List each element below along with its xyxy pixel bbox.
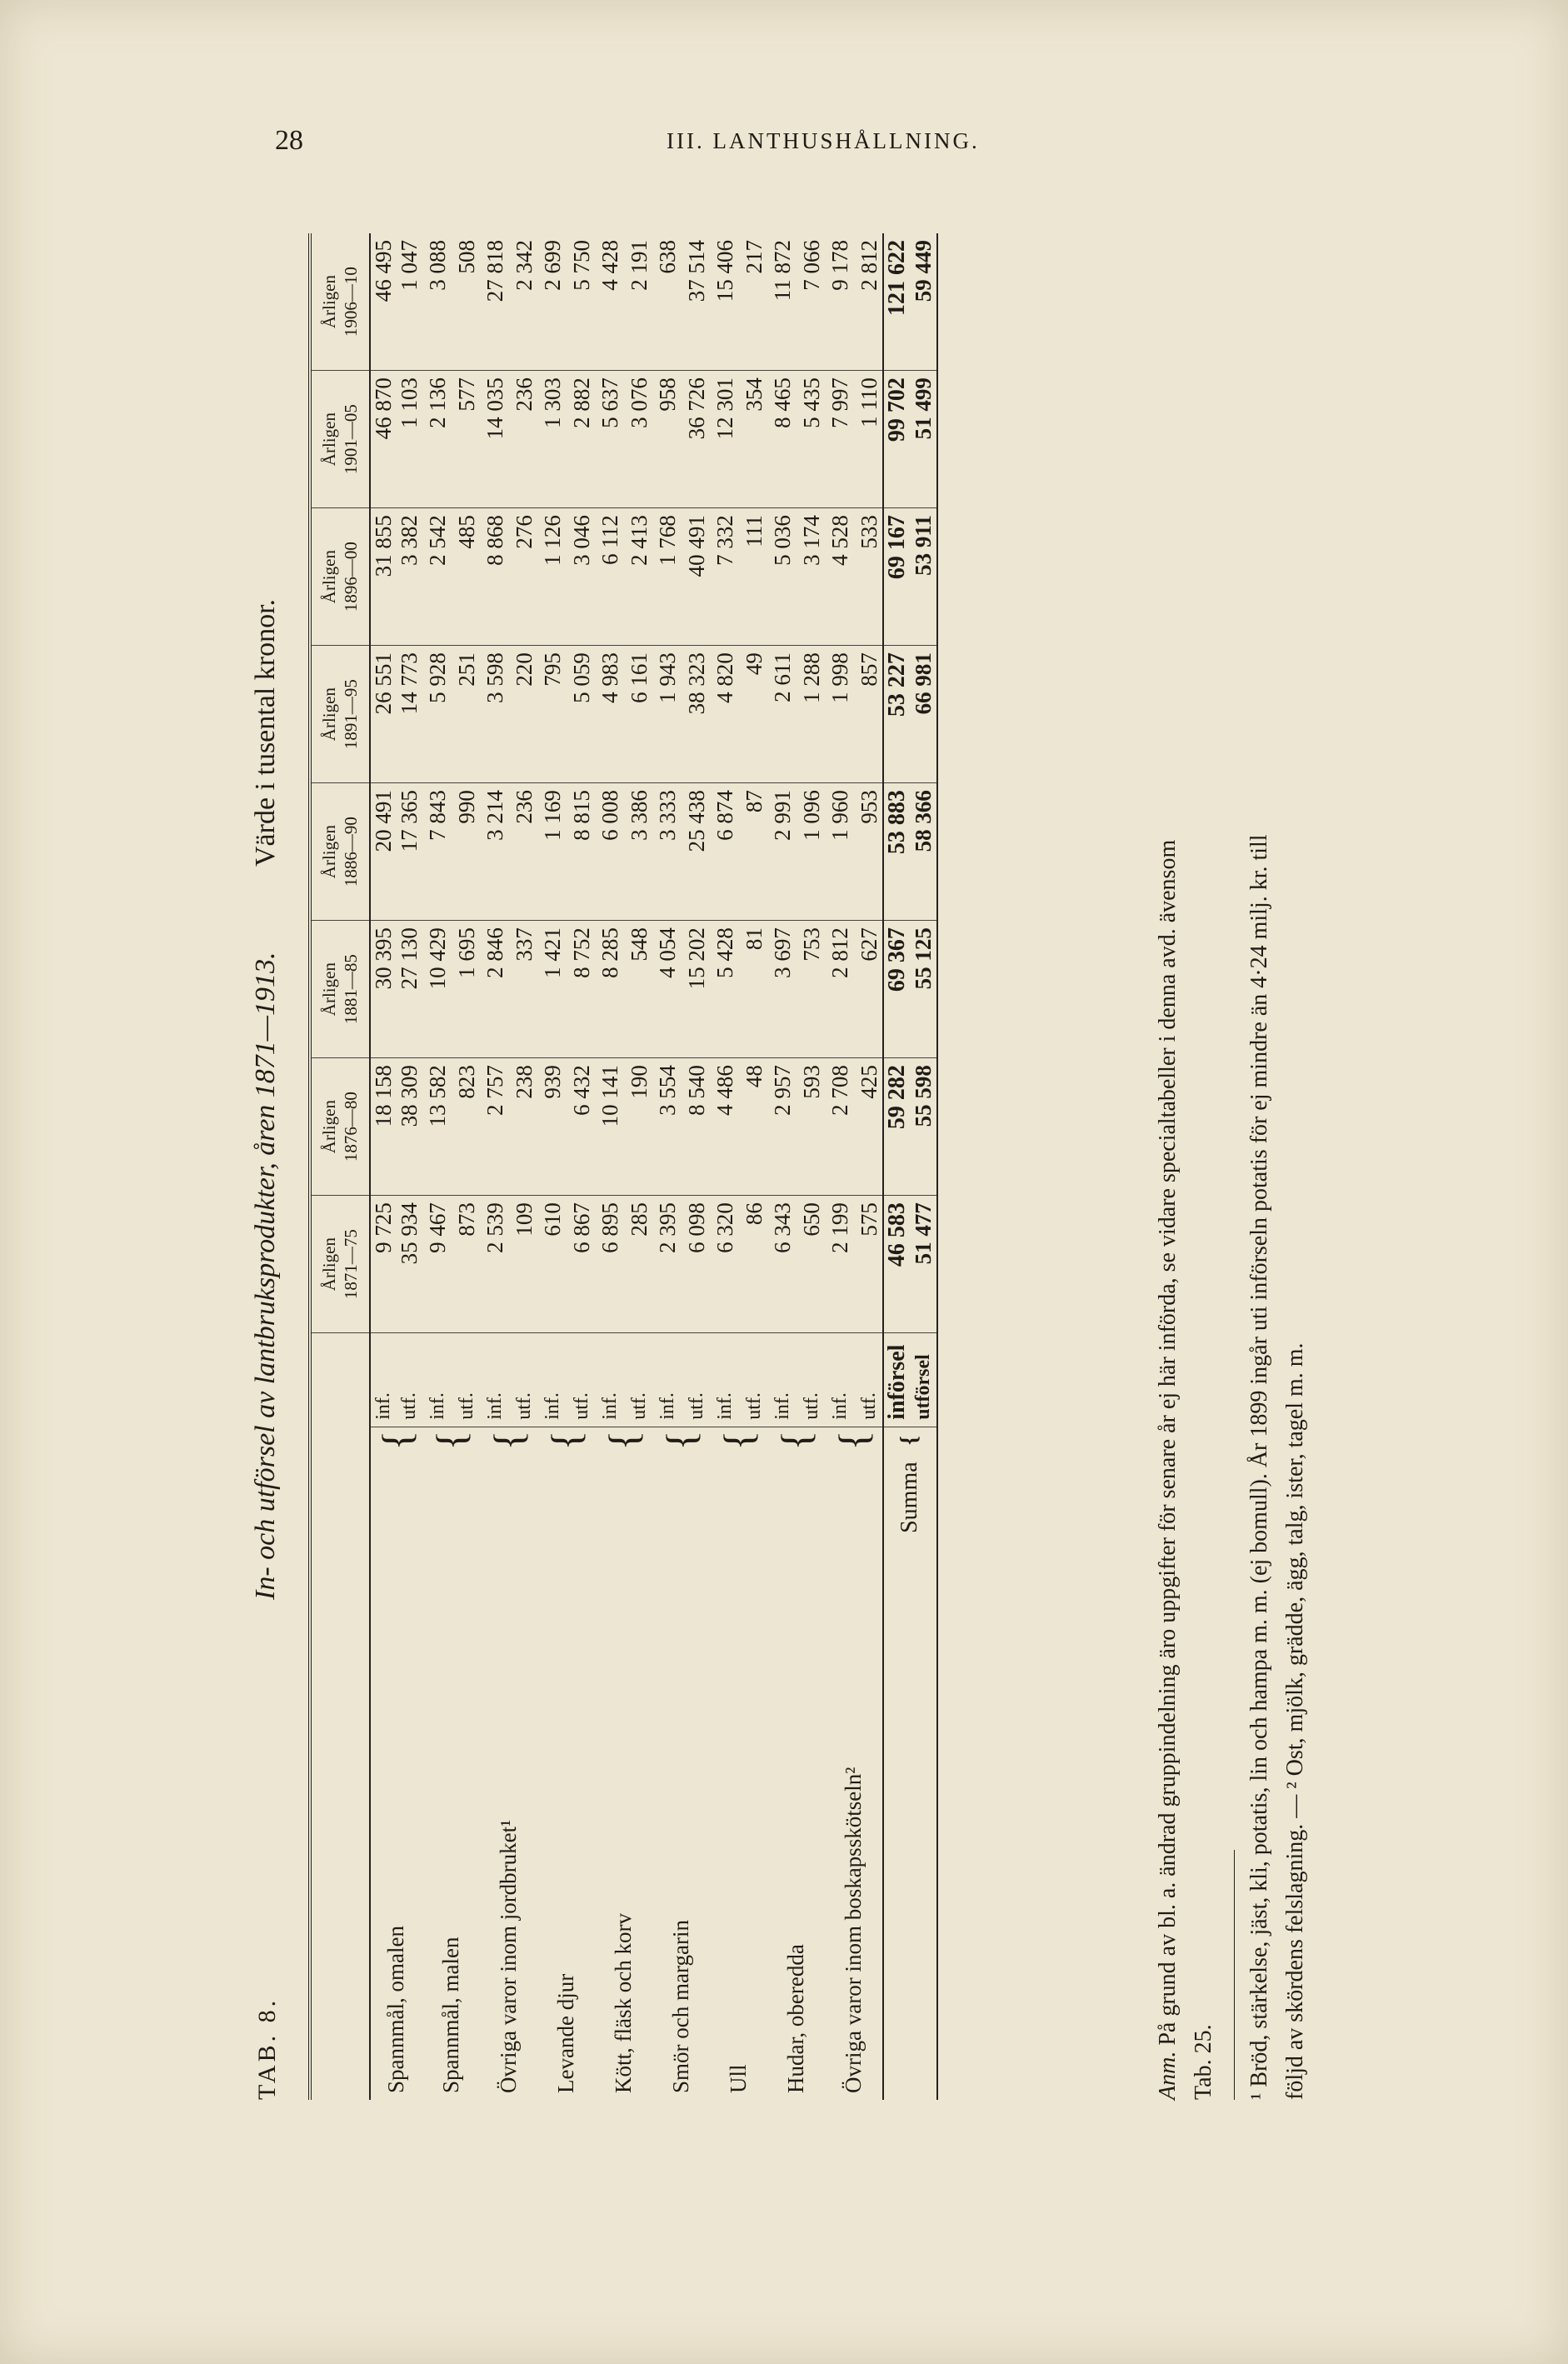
value-cell: 11 872	[767, 233, 799, 371]
anm-note	[1150, 233, 1186, 2100]
value-cell: 49	[742, 646, 767, 783]
page-header	[275, 125, 1358, 175]
row-label: Spannmål, omalen	[383, 1926, 408, 2093]
value-cell: 27 130	[397, 921, 422, 1058]
sum-value-cell: 121 622	[883, 233, 911, 371]
header-label-cell	[310, 1333, 370, 2100]
value-cell: 40 491	[684, 508, 710, 646]
utf-label: utf.	[742, 1333, 767, 1427]
row-label: Övriga varor inom jordbruket¹	[495, 1819, 521, 2093]
value-cell: 2 991	[767, 783, 799, 921]
value-cell: 795	[537, 646, 569, 783]
sum-value-cell: 99 702	[883, 371, 911, 508]
value-cell: 3 088	[422, 233, 454, 371]
brace: {	[830, 1430, 876, 1451]
utf-label: utf.	[397, 1333, 422, 1427]
value-cell: 1 421	[537, 921, 569, 1058]
value-cell: 1 126	[537, 508, 569, 646]
value-cell: 627	[856, 921, 883, 1058]
column-header-label: Årligen	[319, 825, 339, 879]
running-head: III. LANTHUSHÅLLNING.	[667, 128, 980, 153]
value-cell: 10 429	[422, 921, 454, 1058]
value-cell: 508	[454, 233, 480, 371]
sum-value-cell: 59 282	[883, 1058, 911, 1196]
row-label: Kött, fläsk och korv	[610, 1913, 636, 2093]
sum-value-cell: 69 167	[883, 508, 911, 646]
value-cell: 6 320	[710, 1196, 742, 1333]
table-row	[825, 233, 856, 2100]
value-cell: 354	[742, 371, 767, 508]
value-cell: 87	[742, 783, 767, 921]
value-cell: 2 136	[422, 371, 454, 508]
value-cell: 953	[856, 783, 883, 921]
row-label: Smör och margarin	[667, 1920, 693, 2093]
notes	[1150, 233, 1314, 2100]
column-header-years: 1906—10	[341, 267, 362, 337]
value-cell: 276	[512, 508, 537, 646]
value-cell: 190	[627, 1058, 652, 1196]
value-cell: 9 725	[370, 1196, 397, 1333]
value-cell: 5 036	[767, 508, 799, 646]
value-cell: 5 059	[569, 646, 595, 783]
column-header	[310, 783, 370, 921]
column-header-label: Årligen	[319, 550, 339, 604]
value-cell: 4 528	[825, 508, 856, 646]
value-cell: 7 997	[825, 371, 856, 508]
value-cell: 9 178	[825, 233, 856, 371]
value-cell: 2 846	[480, 921, 512, 1058]
value-cell: 5 435	[799, 371, 825, 508]
value-cell: 285	[627, 1196, 652, 1333]
value-cell: 1 288	[799, 646, 825, 783]
value-cell: 26 551	[370, 646, 397, 783]
brace: {	[427, 1430, 474, 1451]
inf-label: inf.	[537, 1333, 569, 1427]
value-cell: 111	[742, 508, 767, 646]
value-cell: 4 486	[710, 1058, 742, 1196]
brace: {	[883, 1427, 937, 1453]
value-cell: 939	[537, 1058, 569, 1196]
table-row	[595, 233, 627, 2100]
column-header-years: 1901—05	[341, 404, 362, 475]
column-header	[310, 1196, 370, 1333]
value-cell: 7 332	[710, 508, 742, 646]
value-cell: 35 934	[397, 1196, 422, 1333]
value-cell: 3 214	[480, 783, 512, 921]
value-cell: 2 812	[856, 233, 883, 371]
sum-value-cell: 59 449	[911, 233, 937, 371]
sum-value-cell: 58 366	[911, 783, 937, 921]
value-cell: 5 637	[595, 371, 627, 508]
table-row	[883, 233, 911, 2100]
column-header	[310, 646, 370, 783]
column-header-label: Årligen	[319, 687, 339, 742]
table-row	[480, 233, 512, 2100]
value-cell: 3 697	[767, 921, 799, 1058]
value-cell: 3 386	[627, 783, 652, 921]
utf-label: utf.	[627, 1333, 652, 1427]
column-header	[310, 921, 370, 1058]
value-cell: 220	[512, 646, 537, 783]
value-cell: 3 554	[652, 1058, 684, 1196]
footnote-2: följd av skördens felslagning. — ² Ost, mjölk, grädde, ägg, talg, ister, tagel m. m.	[1282, 1342, 1309, 2100]
value-cell: 8 815	[569, 783, 595, 921]
sum-value-cell: 55 125	[911, 921, 937, 1058]
value-cell: 36 726	[684, 371, 710, 508]
column-header-label: Årligen	[319, 962, 339, 1017]
value-cell: 1 943	[652, 646, 684, 783]
inf-label: inf.	[767, 1333, 799, 1427]
value-cell: 3 333	[652, 783, 684, 921]
value-cell: 236	[512, 783, 537, 921]
inf-label: inf.	[595, 1333, 627, 1427]
page-number: 28	[275, 125, 303, 156]
value-cell: 7 066	[799, 233, 825, 371]
value-cell: 533	[856, 508, 883, 646]
sum-value-cell: 51 477	[911, 1196, 937, 1333]
value-cell: 8 465	[767, 371, 799, 508]
value-cell: 46 870	[370, 371, 397, 508]
value-cell: 5 428	[710, 921, 742, 1058]
value-cell: 8 752	[569, 921, 595, 1058]
sum-value-cell: 53 227	[883, 646, 911, 783]
value-cell: 109	[512, 1196, 537, 1333]
table-body	[370, 233, 937, 2100]
utf-label: utf.	[512, 1333, 537, 1427]
table-row	[767, 233, 799, 2100]
brace: {	[657, 1430, 704, 1451]
row-label: Övriga varor inom boskapsskötseln²	[840, 1767, 866, 2093]
value-cell: 1 998	[825, 646, 856, 783]
data-table	[308, 233, 938, 2100]
value-cell: 8 285	[595, 921, 627, 1058]
footnote-rule	[1234, 1850, 1235, 2100]
inf-label: inf.	[480, 1333, 512, 1427]
value-cell: 577	[454, 371, 480, 508]
column-header-label: Årligen	[319, 274, 339, 329]
value-cell: 46 495	[370, 233, 397, 371]
table-row	[652, 233, 684, 2100]
value-cell: 610	[537, 1196, 569, 1333]
utf-label: utf.	[856, 1333, 883, 1427]
sum-label: Summa	[883, 1453, 937, 2100]
table-row	[370, 233, 397, 2100]
value-cell: 8 540	[684, 1058, 710, 1196]
value-cell: 236	[512, 371, 537, 508]
brace: {	[772, 1430, 819, 1451]
value-cell: 4 428	[595, 233, 627, 371]
value-cell: 2 542	[422, 508, 454, 646]
value-cell: 753	[799, 921, 825, 1058]
value-cell: 2 342	[512, 233, 537, 371]
value-cell: 548	[627, 921, 652, 1058]
table-header-row	[310, 233, 370, 2100]
column-header-years: 1881—85	[341, 954, 362, 1025]
value-cell: 6 112	[595, 508, 627, 646]
value-cell: 2 957	[767, 1058, 799, 1196]
sum-value-cell: 53 911	[911, 508, 937, 646]
value-cell: 2 539	[480, 1196, 512, 1333]
value-cell: 2 708	[825, 1058, 856, 1196]
value-cell: 1 303	[537, 371, 569, 508]
value-cell: 8 868	[480, 508, 512, 646]
value-cell: 217	[742, 233, 767, 371]
value-cell: 1 110	[856, 371, 883, 508]
value-cell: 14 773	[397, 646, 422, 783]
value-cell: 3 598	[480, 646, 512, 783]
value-cell: 990	[454, 783, 480, 921]
sum-value-cell: 51 499	[911, 371, 937, 508]
value-cell: 27 818	[480, 233, 512, 371]
value-cell: 958	[652, 371, 684, 508]
value-cell: 1 047	[397, 233, 422, 371]
utf-label: utf.	[684, 1333, 710, 1427]
row-label: Levande djur	[552, 1973, 578, 2093]
brace: {	[372, 1430, 420, 1451]
anm-note-continued: Tab. 25.	[1191, 2024, 1217, 2100]
value-cell: 3 174	[799, 508, 825, 646]
utf-label: utf.	[454, 1333, 480, 1427]
table-label: TAB. 8.	[253, 1997, 281, 2100]
sum-value-cell: 69 367	[883, 921, 911, 1058]
value-cell: 6 895	[595, 1196, 627, 1333]
column-header-years: 1896—00	[341, 542, 362, 612]
column-header-label: Årligen	[319, 412, 339, 467]
sum-value-cell: 53 883	[883, 783, 911, 921]
value-cell: 2 757	[480, 1058, 512, 1196]
value-cell: 593	[799, 1058, 825, 1196]
value-cell: 4 983	[595, 646, 627, 783]
value-cell: 337	[512, 921, 537, 1058]
sum-value-cell: 46 583	[883, 1196, 911, 1333]
table-row	[710, 233, 742, 2100]
value-cell: 425	[856, 1058, 883, 1196]
value-cell: 6 432	[569, 1058, 595, 1196]
value-cell: 10 141	[595, 1058, 627, 1196]
value-cell: 38 309	[397, 1058, 422, 1196]
value-cell: 6 161	[627, 646, 652, 783]
value-cell: 1 103	[397, 371, 422, 508]
value-cell: 1 768	[652, 508, 684, 646]
brace: {	[542, 1430, 589, 1451]
value-cell: 30 395	[370, 921, 397, 1058]
value-cell: 251	[454, 646, 480, 783]
value-cell: 2 812	[825, 921, 856, 1058]
value-cell: 2 191	[627, 233, 652, 371]
inf-label: inf.	[825, 1333, 856, 1427]
row-label: Ull	[725, 2064, 751, 2093]
anm-label: Anm.	[1155, 2051, 1181, 2100]
value-cell: 3 382	[397, 508, 422, 646]
value-cell: 1 960	[825, 783, 856, 921]
table-title-unit: Värde i tusental kronor.	[250, 598, 281, 867]
value-cell: 81	[742, 921, 767, 1058]
value-cell: 1 096	[799, 783, 825, 921]
value-cell: 575	[856, 1196, 883, 1333]
value-cell: 14 035	[480, 371, 512, 508]
column-header-years: 1891—95	[341, 679, 362, 750]
value-cell: 857	[856, 646, 883, 783]
value-cell: 86	[742, 1196, 767, 1333]
column-header	[310, 508, 370, 646]
value-cell: 5 928	[422, 646, 454, 783]
value-cell: 38 323	[684, 646, 710, 783]
value-cell: 638	[652, 233, 684, 371]
row-label: Spannmål, malen	[437, 1937, 463, 2093]
value-cell: 37 514	[684, 233, 710, 371]
value-cell: 6 343	[767, 1196, 799, 1333]
table-title	[250, 233, 292, 2100]
value-cell: 238	[512, 1058, 537, 1196]
column-header	[310, 233, 370, 371]
row-label: Hudar, oberedda	[782, 1944, 808, 2093]
column-header-label: Årligen	[319, 1237, 339, 1292]
value-cell: 4 820	[710, 646, 742, 783]
value-cell: 873	[454, 1196, 480, 1333]
sum-value-cell: 66 981	[911, 646, 937, 783]
column-header	[310, 1058, 370, 1196]
value-cell: 4 054	[652, 921, 684, 1058]
column-header-years: 1871—75	[341, 1229, 362, 1300]
column-header-years: 1876—80	[341, 1092, 362, 1162]
value-cell: 13 582	[422, 1058, 454, 1196]
brace: {	[715, 1430, 762, 1451]
value-cell: 3 076	[627, 371, 652, 508]
value-cell: 3 046	[569, 508, 595, 646]
value-cell: 2 882	[569, 371, 595, 508]
sum-value-cell: 55 598	[911, 1058, 937, 1196]
brace: {	[600, 1430, 647, 1451]
column-header-label: Årligen	[319, 1100, 339, 1154]
value-cell: 6 098	[684, 1196, 710, 1333]
value-cell: 2 699	[537, 233, 569, 371]
inf-label: inf.	[710, 1333, 742, 1427]
value-cell: 6 008	[595, 783, 627, 921]
table-row	[422, 233, 454, 2100]
anm-text: På grund av bl. a. ändrad gruppindelning äro uppgifter för senare år ej här införda, se vidare specialtabeller i denna avd. ävensom	[1155, 839, 1181, 2046]
column-header	[310, 371, 370, 508]
value-cell: 650	[799, 1196, 825, 1333]
value-cell: 15 202	[684, 921, 710, 1058]
inf-label: inf.	[422, 1333, 454, 1427]
sum-inf-label: införsel	[883, 1333, 911, 1427]
value-cell: 25 438	[684, 783, 710, 921]
utf-label: utf.	[799, 1333, 825, 1427]
column-header-years: 1886—90	[341, 817, 362, 887]
value-cell: 6 874	[710, 783, 742, 921]
value-cell: 6 867	[569, 1196, 595, 1333]
value-cell: 2 199	[825, 1196, 856, 1333]
value-cell: 1 695	[454, 921, 480, 1058]
value-cell: 9 467	[422, 1196, 454, 1333]
value-cell: 12 301	[710, 371, 742, 508]
value-cell: 1 169	[537, 783, 569, 921]
value-cell: 2 611	[767, 646, 799, 783]
value-cell: 31 855	[370, 508, 397, 646]
value-cell: 48	[742, 1058, 767, 1196]
value-cell: 2 413	[627, 508, 652, 646]
table-title-text: In- och utförsel av lantbruksprodukter, åren 1871—1913.	[250, 952, 281, 1600]
inf-label: inf.	[652, 1333, 684, 1427]
value-cell: 485	[454, 508, 480, 646]
rotated-table-page	[250, 233, 1483, 2100]
inf-label: inf.	[370, 1333, 397, 1427]
footnote-1: ¹ Bröd, stärkelse, jäst, kli, potatis, lin och hampa m. m. (ej bomull). År 1899 ingår uti införseln potatis för ej mindre än 4·24 milj. kr. till	[1246, 834, 1272, 2100]
utf-label: utf.	[569, 1333, 595, 1427]
value-cell: 823	[454, 1058, 480, 1196]
value-cell: 17 365	[397, 783, 422, 921]
value-cell: 15 406	[710, 233, 742, 371]
sum-utf-label: utförsel	[911, 1333, 937, 1427]
value-cell: 2 395	[652, 1196, 684, 1333]
value-cell: 7 843	[422, 783, 454, 921]
value-cell: 5 750	[569, 233, 595, 371]
table-row	[537, 233, 569, 2100]
value-cell: 20 491	[370, 783, 397, 921]
brace: {	[485, 1430, 532, 1451]
value-cell: 18 158	[370, 1058, 397, 1196]
